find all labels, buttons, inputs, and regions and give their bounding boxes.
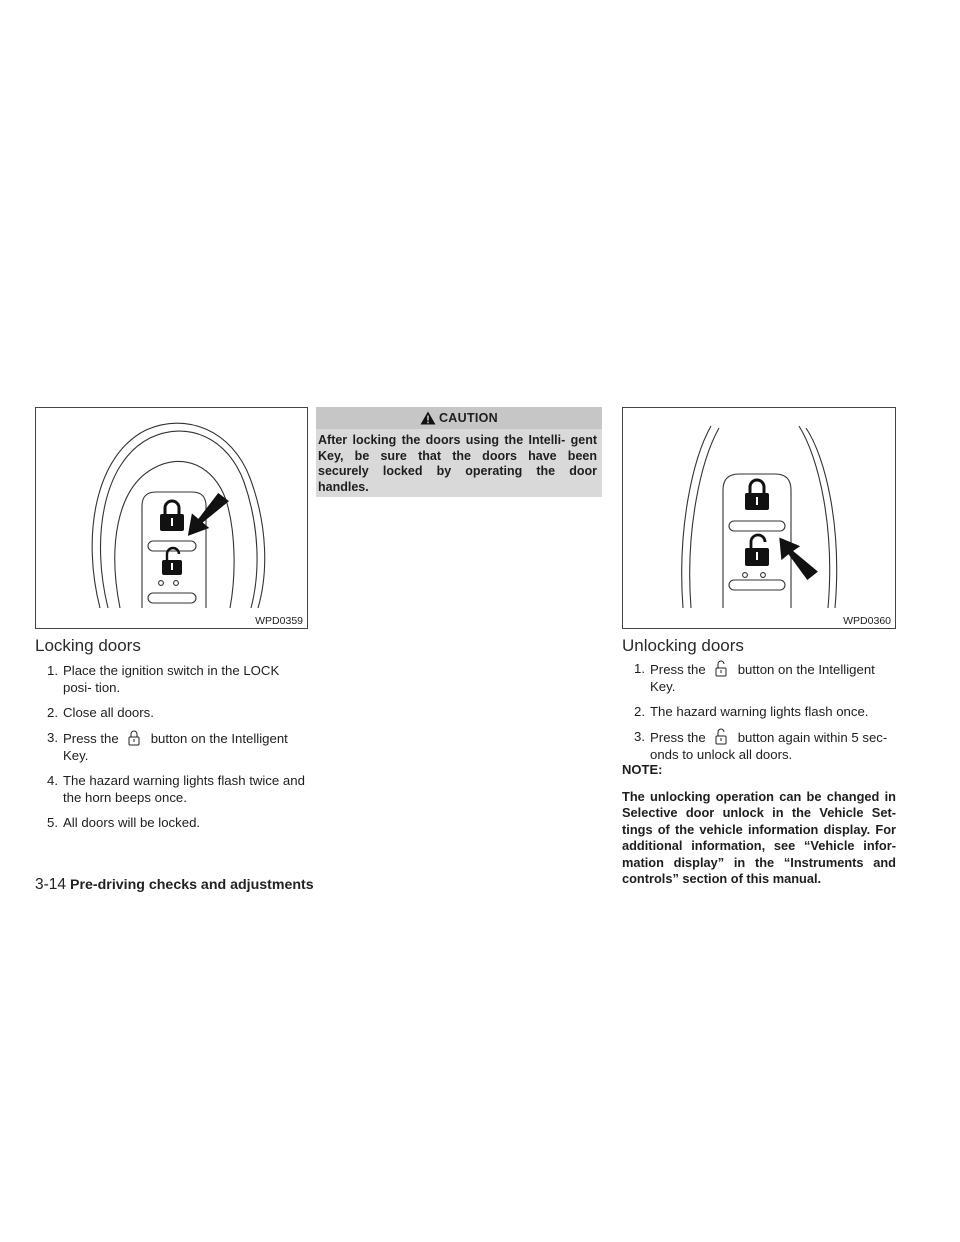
page-footer xyxy=(35,876,314,894)
unlock-button-icon xyxy=(710,660,732,677)
section-title: Pre-driving checks and adjustments xyxy=(70,877,314,893)
list-item: 1. Place the ignition switch in the LOCK posi- tion. xyxy=(47,663,280,695)
figure-code: WPD0360 xyxy=(843,615,891,627)
note-text: The unlocking operation can be changed in Selective door unlock in the Vehicle Set- tings of the vehicle information display. For additional information, see “Vehicle infor- mation display” in the “Instruments and controls” section of this manual. xyxy=(622,789,896,887)
pointer-arrow-icon xyxy=(773,537,823,581)
unlock-icon xyxy=(162,548,182,575)
unlock-button-icon xyxy=(710,728,732,745)
section-heading-unlocking: Unlocking doors xyxy=(622,636,744,655)
unlock-icon xyxy=(745,535,769,566)
page-number: 3-14 xyxy=(35,876,67,893)
warning-triangle-icon xyxy=(420,411,436,425)
list-item: 3. Press the button on the Intelligent Key. xyxy=(47,730,288,763)
key-fob-unlock-illustration xyxy=(623,408,895,628)
lock-button-icon xyxy=(123,729,145,746)
unlocking-steps xyxy=(624,660,896,771)
caution-text: After locking the doors using the Intelli- gent Key, be sure that the doors have been securely locked by operating the door handles. xyxy=(318,433,597,494)
figure-code: WPD0359 xyxy=(255,615,303,627)
note-label: NOTE: xyxy=(622,762,663,777)
figure-unlocking xyxy=(622,407,896,629)
list-item: 1. Press the button on the Intelligent Key. xyxy=(634,661,875,694)
locking-steps xyxy=(37,662,307,839)
list-item: 5. All doors will be locked. xyxy=(47,815,201,830)
list-item: 3. Press the button again within 5 sec- onds to unlock all doors. xyxy=(634,729,888,762)
figure-locking xyxy=(35,407,308,629)
pointer-arrow-icon xyxy=(184,492,231,536)
lock-icon xyxy=(160,501,184,531)
caution-header xyxy=(316,407,602,429)
key-fob-lock-illustration xyxy=(36,408,307,628)
lock-icon xyxy=(745,480,769,510)
list-item: 4. The hazard warning lights flash twice and the horn beeps once. xyxy=(47,773,305,805)
caution-title: CAUTION xyxy=(438,411,499,425)
section-heading-locking: Locking doors xyxy=(35,636,141,655)
list-item: 2. The hazard warning lights flash once. xyxy=(634,704,869,719)
caution-box xyxy=(316,407,602,497)
list-item: 2. Close all doors. xyxy=(47,705,154,720)
